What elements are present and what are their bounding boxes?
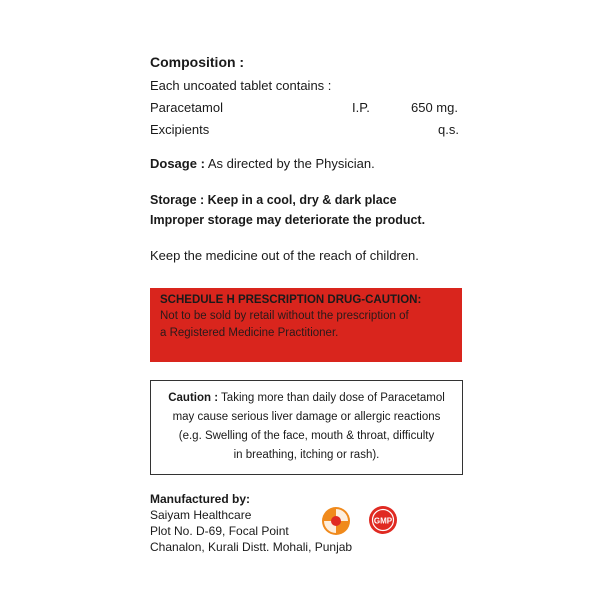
manufacturer-heading: Manufactured by: xyxy=(150,492,251,506)
caution-line2: may cause serious liver damage or allergic reactions xyxy=(172,411,441,423)
ingredient-quantity: 650 mg. xyxy=(411,100,458,115)
schedule-h-title: SCHEDULE H PRESCRIPTION DRUG-CAUTION: xyxy=(160,294,422,306)
storage-line: Storage : Keep in a cool, dry & dark place xyxy=(150,193,397,207)
dosage-label: Dosage : xyxy=(150,156,205,171)
caution-label: Caution : xyxy=(168,392,219,404)
storage-warning: Improper storage may deteriorate the product. xyxy=(150,213,426,227)
ingredient-standard: I.P. xyxy=(352,100,370,115)
caution-line1-wrap xyxy=(157,389,456,408)
ingredient-paracetamol: Paracetamol xyxy=(150,100,223,115)
gmp-seal-icon xyxy=(368,505,398,535)
gmp-seal-text: GMP xyxy=(373,516,393,526)
caution-box xyxy=(150,380,463,475)
dosage-line xyxy=(150,156,375,171)
dosage-text: As directed by the Physician. xyxy=(207,156,375,171)
schedule-h-line1: Not to be sold by retail without the prescription of xyxy=(160,310,409,322)
caution-line4: in breathing, itching or rash). xyxy=(233,449,380,461)
ingredient-excipients: Excipients xyxy=(150,122,210,137)
schedule-h-line2: a Registered Medicine Practitioner. xyxy=(160,327,339,339)
manufacturer-address1: Plot No. D-69, Focal Point xyxy=(150,524,289,538)
company-logo-icon xyxy=(320,505,352,537)
manufacturer-address2: Chanalon, Kurali Distt. Mohali, Punjab xyxy=(150,540,353,554)
manufacturer-name: Saiyam Healthcare xyxy=(150,508,252,522)
excipients-quantity: q.s. xyxy=(438,122,459,137)
keep-away-notice: Keep the medicine out of the reach of children. xyxy=(150,248,419,263)
composition-line: Each uncoated tablet contains : xyxy=(150,78,332,93)
caution-line1: Taking more than daily dose of Paracetamol xyxy=(221,392,445,404)
composition-heading: Composition : xyxy=(150,54,245,70)
schedule-h-box xyxy=(150,288,462,362)
caution-line3: (e.g. Swelling of the face, mouth & throat, difficulty xyxy=(178,430,435,442)
